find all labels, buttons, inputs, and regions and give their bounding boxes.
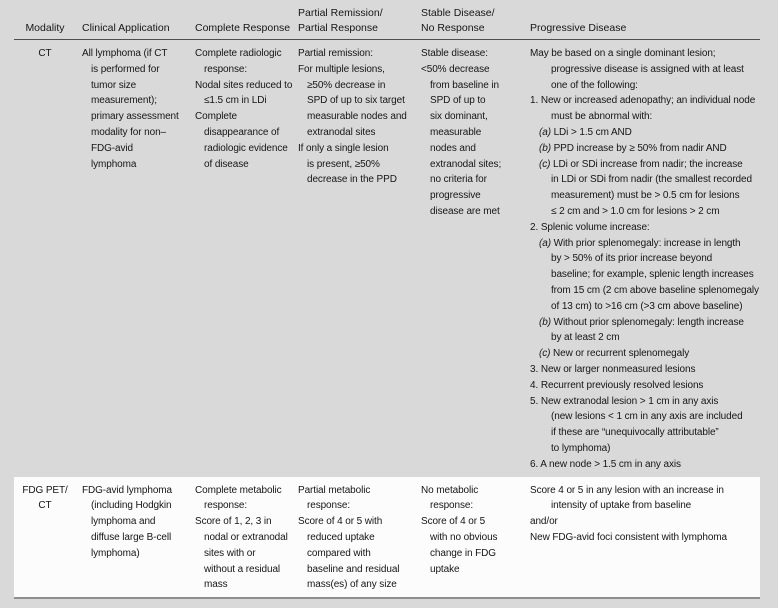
cell-line: 4. Recurrent previously resolved lesions [530,379,704,391]
column-header-line: Modality [25,22,65,34]
table-cell-stable-disease [412,483,521,594]
cell-line: <50% decrease [421,63,490,75]
cell-line: ≥50% decrease in [307,79,386,91]
table-row [14,477,760,598]
cell-line: response: [204,63,248,75]
cell-line: 5. New extranodal lesion > 1 cm in any axis [530,395,719,407]
cell-line: modality for non– [91,126,167,138]
column-header-line: Stable Disease/ [421,7,495,19]
cell-line: Nodal sites reduced to [195,79,293,91]
column-header-modality [14,21,76,36]
cell-line: (b) Without prior splenomegaly: length increase [539,316,744,328]
cell-line: primary assessment [91,111,179,123]
table-cell-progressive-disease [521,483,760,594]
table-cell-partial-remission [289,483,412,594]
cell-line: (a) With prior splenomegaly: increase in length [539,237,741,249]
cell-line: extranodal sites [307,126,376,138]
cell-line: baseline; for example, splenic length increases [551,269,754,281]
cell-line: of disease [204,158,249,170]
cell-line: by at least 2 cm [551,332,620,344]
cell-line: Score 4 or 5 in any lesion with an increase in [530,484,724,496]
cell-line: sites with or [204,547,256,559]
cell-line: is present, ≥50% [307,158,380,170]
cell-line: lymphoma [91,158,137,170]
cell-line: No metabolic [421,484,479,496]
cell-line: FDG PET/ [22,484,68,496]
column-header-progressive-disease [521,21,760,36]
table-cell-partial-remission [289,46,412,473]
cell-line: (c) LDi or SDi increase from nadir; the increase [539,158,743,170]
cell-line: mass [204,579,228,591]
cell-line: New FDG-avid foci consistent with lymphoma [530,531,727,543]
cell-line: CT [38,500,52,512]
cell-line: (including Hodgkin [91,500,172,512]
table-cell-modality [14,46,76,473]
column-header-stable-disease [412,6,521,36]
table-cell-clinical-application [76,483,186,594]
column-header-complete-response [186,21,289,36]
cell-line: disease are met [430,205,500,217]
cell-line: Complete radiologic [195,48,282,59]
cell-line: change in FDG [430,547,496,559]
table-row [14,40,760,477]
cell-line: measurement); [91,95,157,107]
column-header-line: Progressive Disease [530,22,627,34]
cell-line: 6. A new node > 1.5 cm in any axis [530,458,681,470]
cell-line: Score of 1, 2, 3 in [195,516,272,528]
cell-line: from 15 cm (2 cm above baseline splenomegaly [551,284,759,296]
table-header-row [14,0,760,40]
cell-line: Partial remission: [298,48,373,59]
cell-line: SPD of up to six target [307,95,405,107]
cell-line: lymphoma) [91,547,140,559]
cell-line: is performed for [91,63,160,75]
column-header-line: Partial Remission/ [298,7,383,19]
cell-line: May be based on a single dominant lesion; [530,48,716,59]
column-header-line: Complete Response [195,22,291,34]
cell-line: (c) New or recurrent splenomegaly [539,348,690,360]
cell-line: extranodal sites; [430,158,502,170]
cell-line: CT [38,48,52,59]
table-cell-stable-disease [412,46,521,473]
cell-line: Score of 4 or 5 with [298,516,383,528]
cell-line: (new lesions < 1 cm in any axis are included [551,411,743,423]
cell-line: no criteria for [430,174,487,186]
cell-line: 2. Splenic volume increase: [530,221,650,233]
cell-line: to lymphoma) [551,442,611,454]
table-cell-modality [14,483,76,594]
cell-line: decrease in the PPD [307,174,397,186]
cell-line: FDG-avid lymphoma [82,484,172,496]
cell-line: Complete metabolic [195,484,282,496]
cell-line: ≤1.5 cm in LDi [204,95,267,107]
cell-line: compared with [307,547,371,559]
cell-line: Partial metabolic [298,484,371,496]
cell-line: baseline and residual [307,563,400,575]
cell-line: reduced uptake [307,531,375,543]
cell-line: response: [204,500,248,512]
cell-line: 1. New or increased adenopathy; an individual node [530,95,756,107]
cell-line: response: [430,500,474,512]
cell-line: If only a single lesion [298,142,389,154]
cell-line: disappearance of [204,126,280,138]
table-body [14,40,760,599]
cell-line: response: [307,500,351,512]
cell-line: by > 50% of its prior increase beyond [551,253,713,265]
cell-line: of 13 cm) to >16 cm (>3 cm above baseline) [551,300,743,312]
cell-line: from baseline in [430,79,499,91]
cell-line: if these are “unequivocally attributable” [551,427,719,439]
cell-line: in LDi or SDi from nadir (the smallest recorded [551,174,752,186]
cell-line: All lymphoma (if CT [82,48,168,59]
cell-line: progressive [430,190,481,202]
cell-line: FDG-avid [91,142,133,154]
column-header-line: No Response [421,22,485,34]
cell-line: uptake [430,563,460,575]
column-header-clinical-application [76,21,186,36]
column-header-partial-remission [289,6,412,36]
cell-line: progressive disease is assigned with at least [551,63,744,75]
cell-line: without a residual [204,563,281,575]
cell-line: tumor size [91,79,137,91]
column-header-line: Partial Response [298,22,378,34]
table-cell-complete-response [186,483,289,594]
column-header-line: Clinical Application [82,22,170,34]
cell-line: with no obvious [430,531,498,543]
cell-line: one of the following: [551,79,638,91]
cell-line: nodes and [430,142,476,154]
cell-line: Score of 4 or 5 [421,516,486,528]
cell-line: lymphoma and [91,516,156,528]
cell-line: (b) PPD increase by ≥ 50% from nadir AND [539,142,727,154]
cell-line: For multiple lesions, [298,63,385,75]
cell-line: measurement) must be > 0.5 cm for lesions [551,190,740,202]
cell-line: intensity of uptake from baseline [551,500,692,512]
cell-line: Complete [195,111,237,123]
cell-line: nodal or extranodal [204,531,288,543]
cell-line: 3. New or larger nonmeasured lesions [530,363,696,375]
cell-line: ≤ 2 cm and > 1.0 cm for lesions > 2 cm [551,205,720,217]
cell-line: measurable nodes and [307,111,407,123]
cell-line: diffuse large B-cell [91,531,172,543]
table-cell-progressive-disease [521,46,760,473]
cell-line: mass(es) of any size [307,579,397,591]
table-cell-clinical-application [76,46,186,473]
cell-line: SPD of up to [430,95,486,107]
cell-line: (a) LDi > 1.5 cm AND [539,126,632,138]
cell-line: and/or [530,516,558,528]
table-cell-complete-response [186,46,293,473]
cell-line: measurable [430,126,482,138]
cell-line: radiologic evidence [204,142,288,154]
cell-line: six dominant, [430,111,488,123]
cell-line: must be abnormal with: [551,111,653,123]
cell-line: Stable disease: [421,48,488,59]
